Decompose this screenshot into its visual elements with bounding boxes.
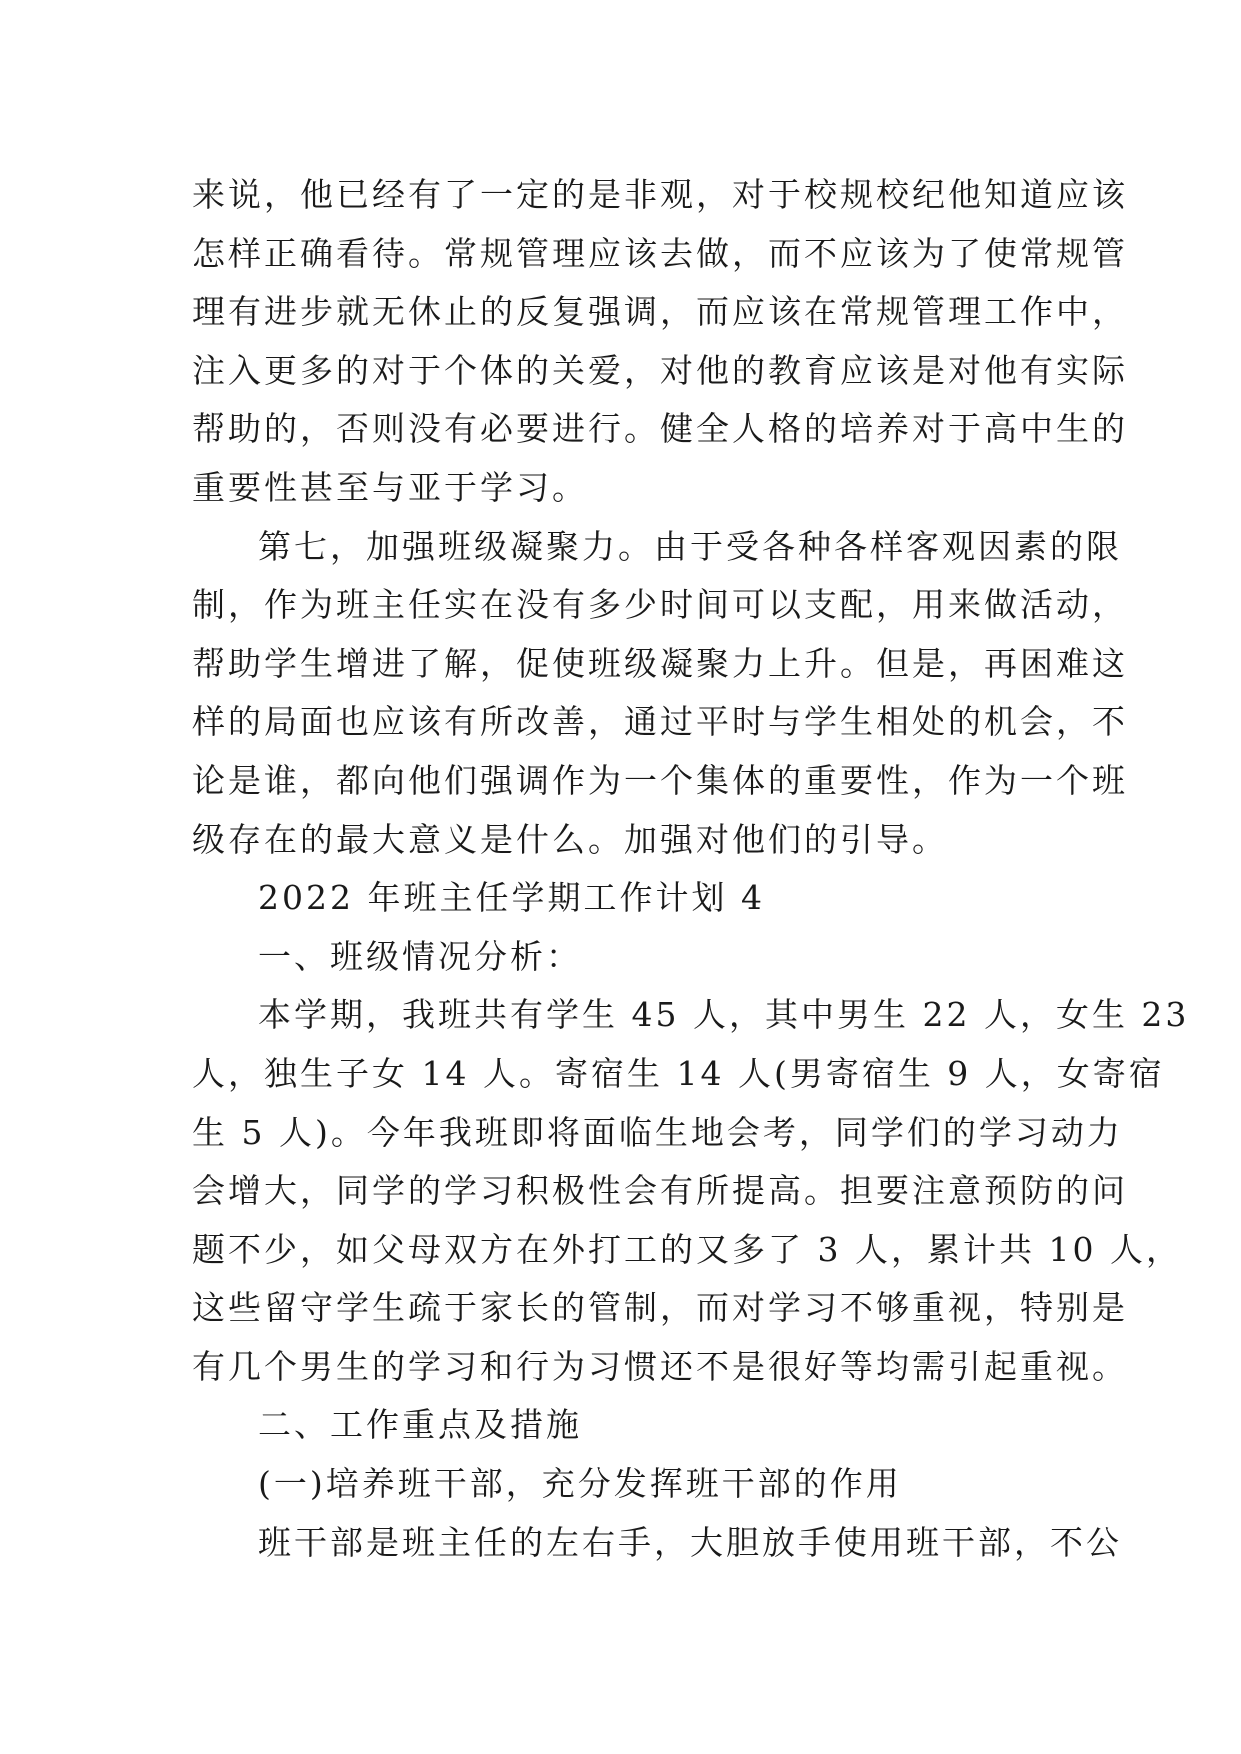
- paragraph-start-line: 第七，加强班级凝聚力。由于受各种各样客观因素的限: [258, 526, 1122, 566]
- text-line: 注入更多的对于个体的关爱，对他的教育应该是对他有实际: [192, 350, 1128, 390]
- text-line: 来说，他已经有了一定的是非观，对于校规校纪他知道应该: [192, 175, 1128, 214]
- section-heading: 二、工作重点及措施: [258, 1405, 582, 1445]
- text-line: 级存在的最大意义是什么。加强对他们的引导。: [192, 819, 948, 859]
- text-line: 生 5 人)。今年我班即将面临生地会考，同学们的学习动力: [192, 1112, 1123, 1152]
- text-line: 有几个男生的学习和行为习惯还不是很好等均需引起重视。: [192, 1346, 1128, 1386]
- text-line: 理有进步就无休止的反复强调，而应该在常规管理工作中，: [192, 292, 1128, 332]
- text-line: 重要性甚至与亚于学习。: [192, 467, 588, 507]
- section-heading: 一、班级情况分析：: [258, 936, 582, 976]
- body-text: [192, 166, 1190, 1572]
- text-line: 论是谁，都向他们强调作为一个集体的重要性，作为一个班: [192, 760, 1128, 800]
- paragraph-start-line: 本学期，我班共有学生 45 人，其中男生 22 人，女生 23: [258, 995, 1190, 1035]
- section-title: 2022 年班主任学期工作计划 4: [258, 878, 765, 918]
- text-line: 这些留守学生疏于家长的管制，而对学习不够重视，特别是: [192, 1288, 1128, 1328]
- subsection-heading: (一)培养班干部，充分发挥班干部的作用: [258, 1464, 902, 1504]
- text-line: 怎样正确看待。常规管理应该去做，而不应该为了使常规管: [192, 233, 1128, 273]
- paragraph-start-line: 班干部是班主任的左右手，大胆放手使用班干部，不公: [258, 1522, 1122, 1562]
- text-line: 会增大，同学的学习积极性会有所提高。担要注意预防的问: [192, 1171, 1128, 1211]
- text-line: 人，独生子女 14 人。寄宿生 14 人(男寄宿生 9 人，女寄宿: [192, 1053, 1165, 1093]
- text-line: 样的局面也应该有所改善，通过平时与学生相处的机会，不: [192, 702, 1128, 742]
- text-line: 帮助学生增进了解，促使班级凝聚力上升。但是，再困难这: [192, 643, 1128, 683]
- text-line: 帮助的，否则没有必要进行。健全人格的培养对于高中生的: [192, 409, 1128, 449]
- text-line: 制，作为班主任实在没有多少时间可以支配，用来做活动，: [192, 585, 1128, 625]
- text-line: 题不少，如父母双方在外打工的又多了 3 人，累计共 10 人，: [192, 1229, 1182, 1269]
